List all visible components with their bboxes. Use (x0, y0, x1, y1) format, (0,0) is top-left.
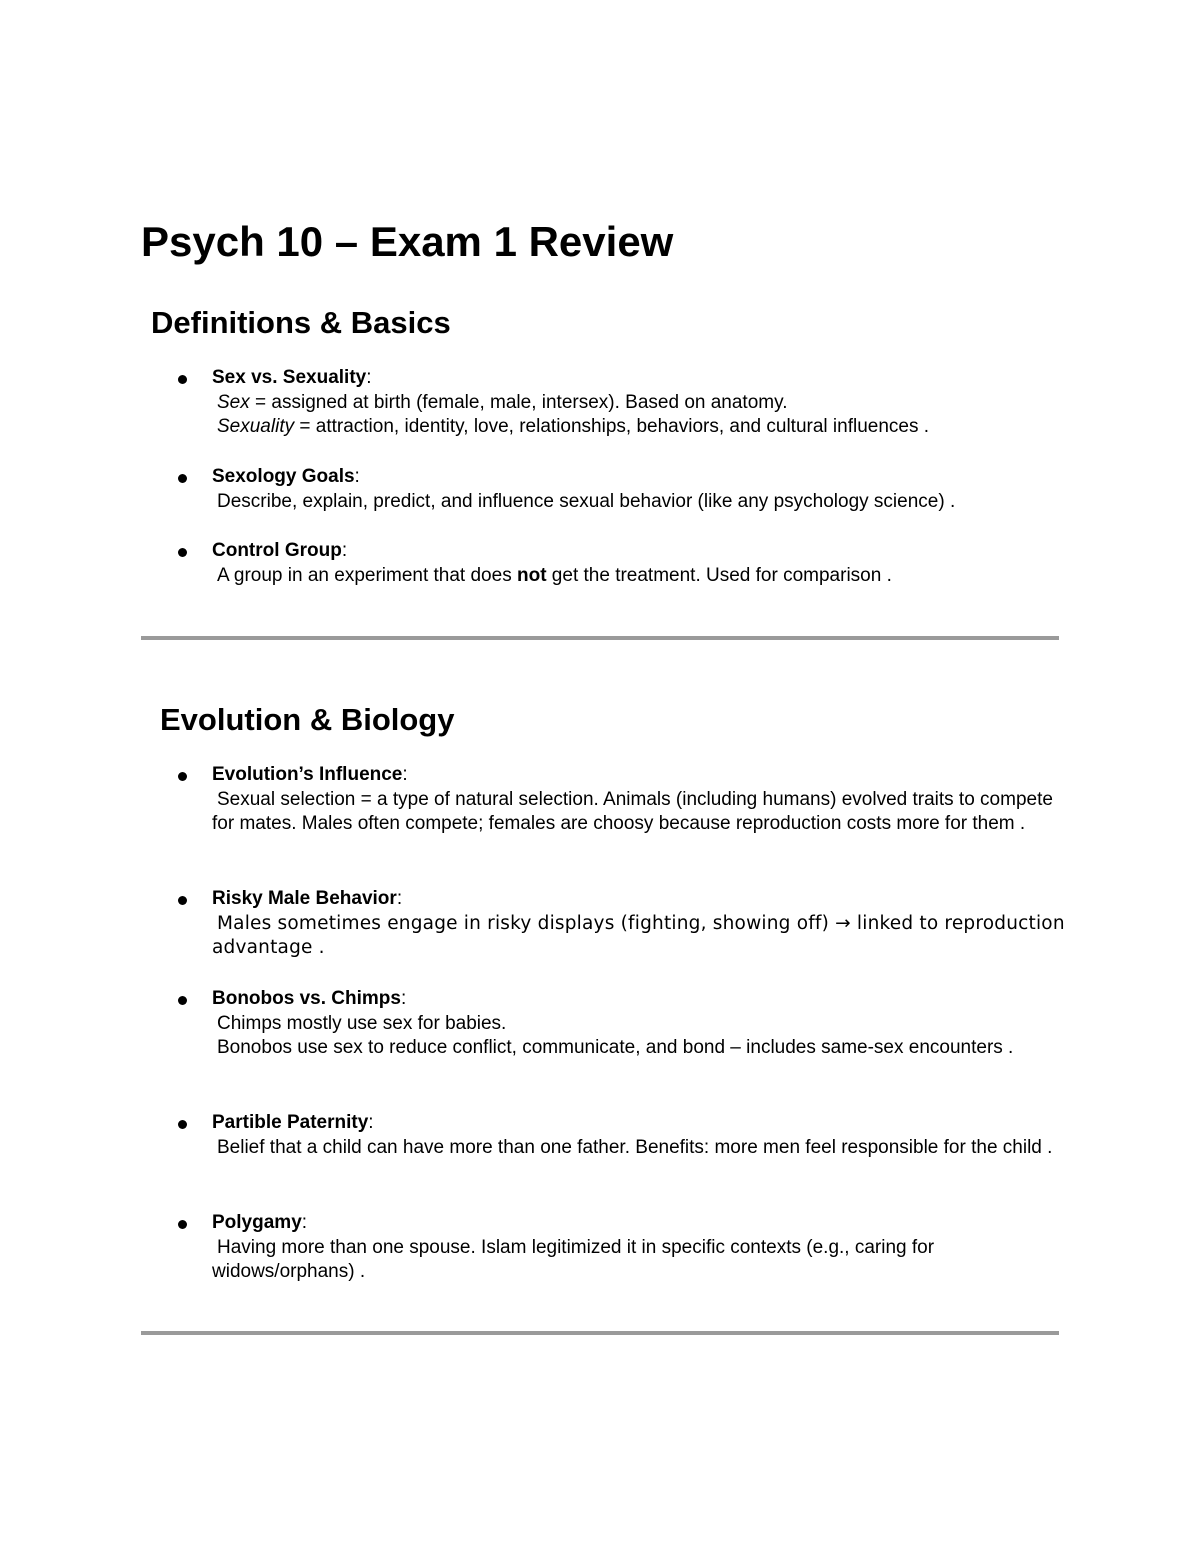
bullet-icon (178, 1120, 187, 1129)
bullet-icon (178, 772, 187, 781)
item-term: Risky Male Behavior (212, 888, 397, 909)
item-text: = attraction, identity, love, relationships, behaviors, and cultural influences . (294, 416, 930, 438)
item-strong: not (516, 564, 547, 586)
item-colon: : (400, 988, 407, 1009)
page-title: Psych 10 – Exam 1 Review (141, 218, 674, 265)
item-colon: : (341, 540, 348, 561)
section-heading-definitions: Definitions & Basics (151, 305, 451, 340)
item-term: Polygamy (212, 1212, 302, 1233)
bullet-icon (178, 996, 187, 1005)
section-divider (141, 636, 1059, 640)
item-colon: : (368, 1112, 374, 1133)
item-text: Chimps mostly use sex for babies. (217, 1012, 507, 1034)
item-colon: : (402, 764, 408, 785)
item-text: Bonobos use sex to reduce conflict, communicate, and bond – includes same-sex encounters . (217, 1037, 1014, 1059)
item-emphasis: Sexuality (217, 416, 295, 438)
item-colon: : (396, 888, 403, 909)
item-colon: : (366, 367, 372, 388)
item-text: = assigned at birth (female, male, intersex). Based on anatomy. (249, 391, 788, 413)
item-text: Having more than one spouse. Islam legitimized it in specific contexts (e.g., caring for widows/orphans) . (212, 1236, 935, 1283)
item-term: Control Group (212, 540, 342, 561)
item-text: A group in an experiment that does (217, 564, 517, 586)
item-text: get the treatment. Used for comparison . (546, 564, 892, 586)
section-heading-evolution: Evolution & Biology (160, 702, 455, 737)
bullet-icon (178, 896, 187, 905)
item-text: Belief that a child can have more than one father. Benefits: more men feel responsible for the child . (217, 1136, 1053, 1158)
bullet-icon (178, 1220, 187, 1229)
section-divider (141, 1331, 1059, 1335)
bullet-icon (178, 474, 187, 483)
item-term: Bonobos vs. Chimps (212, 988, 401, 1009)
item-emphasis: Sex (217, 391, 250, 413)
item-term: Evolution’s Influence (212, 764, 403, 785)
item-colon: : (354, 466, 360, 487)
item-term: Partible Paternity (212, 1112, 369, 1133)
item-text: Males sometimes engage in risky displays (fighting, showing off) → linked to reproduction advantage . (212, 912, 1065, 959)
item-colon: : (301, 1212, 308, 1233)
bullet-icon (178, 375, 187, 384)
item-text: Sexual selection = a type of natural selection. Animals (including humans) evolved traits to compete for mates. Males often compete; females are choosy because reproduction costs more for them . (212, 788, 1053, 835)
item-term: Sex vs. Sexuality (212, 367, 367, 388)
item-text: Describe, explain, predict, and influence sexual behavior (like any psychology science) . (217, 490, 956, 512)
item-term: Sexology Goals (212, 466, 355, 487)
bullet-icon (178, 548, 187, 557)
